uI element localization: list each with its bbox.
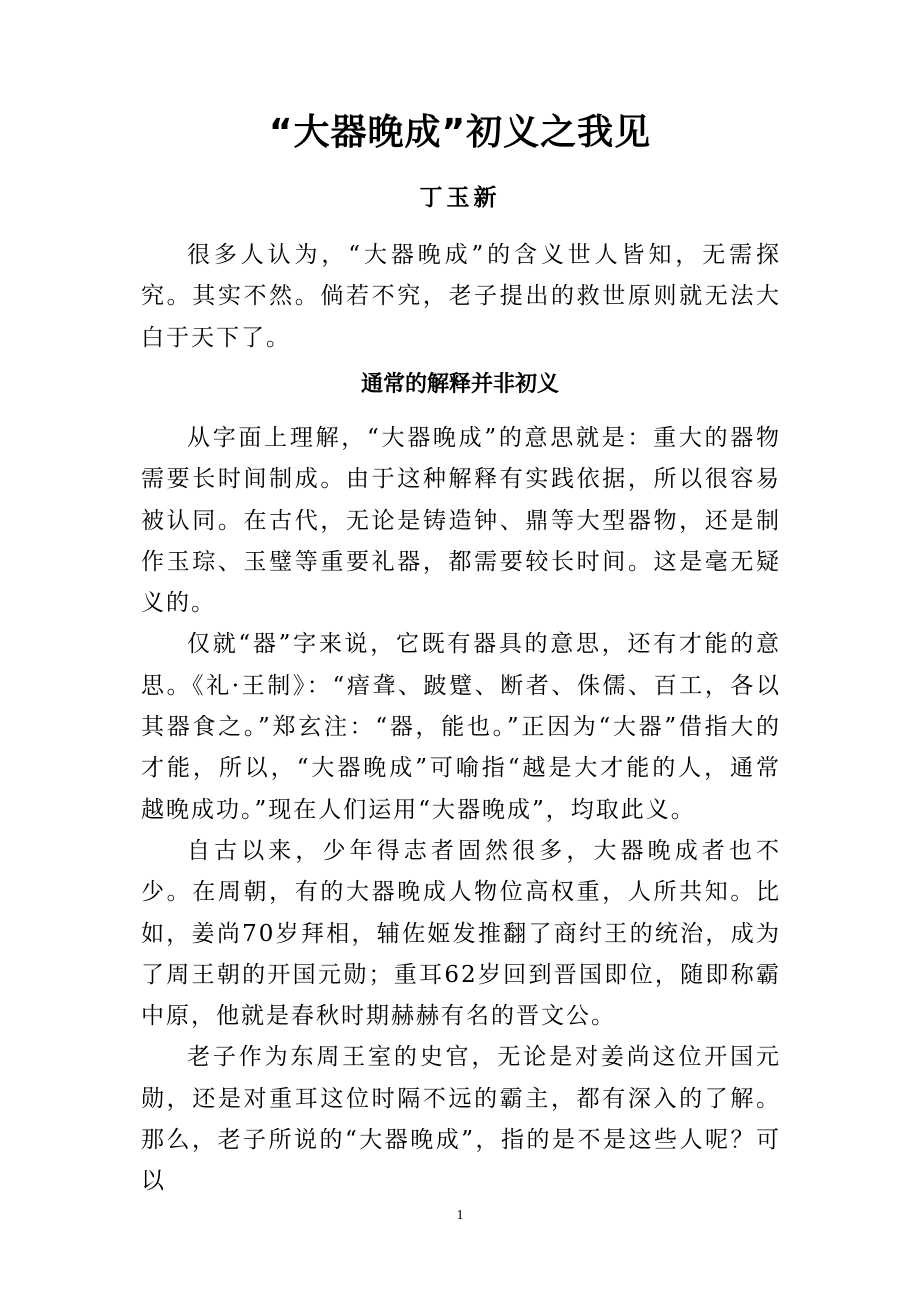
document-title: “大器晚成”初义之我见	[268, 112, 652, 153]
body-paragraph: 自古以来，少年得志者固然很多，大器晚成者也不少。在周朝，有的大器晚成人物位高权重，人所共知。比如，姜尚70岁拜相，辅佐姬发推翻了商纣王的统治，成为了周王朝的开国元勋；重耳62岁回到晋国即位，随即称霸中原，他就是春秋时期赫赫有名的晋文公。	[141, 837, 781, 1030]
body-paragraph: 老子作为东周王室的史官，无论是对姜尚这位开国元勋，还是对重耳这位时隔不远的霸主，都有深入的了解。那么，老子所说的“大器晚成”，指的是不是这些人呢？可以	[141, 1044, 781, 1195]
intro-section	[141, 235, 781, 359]
body-section	[141, 418, 781, 1203]
intro-paragraph: 很多人认为，“大器晚成”的含义世人皆知，无需探究。其实不然。倘若不究，老子提出的救世原则就无法大白于天下了。	[141, 242, 781, 351]
author-name: 丁玉新	[419, 184, 501, 211]
body-paragraph: 仅就“器”字来说，它既有器具的意思，还有才能的意思。《礼·王制》：“瘖聋、跛躄、断者、侏儒、百工，各以其器食之。”郑玄注：“器，能也。”正因为“大器”借指大的才能，所以，“大器晚成”可喻指“越是大才能的人，通常越晚成功。”现在人们运用“大器晚成”，均取此义。	[141, 631, 781, 823]
body-paragraph: 从字面上理解，“大器晚成”的意思就是：重大的器物需要长时间制成。由于这种解释有实践依据，所以很容易被认同。在古代，无论是铸造钟、鼎等大型器物，还是制作玉琮、玉璧等重要礼器，都需要较长时间。这是毫无疑义的。	[141, 425, 781, 617]
section-heading: 通常的解释并非初义	[360, 372, 559, 397]
page-number: 1	[456, 1208, 464, 1223]
